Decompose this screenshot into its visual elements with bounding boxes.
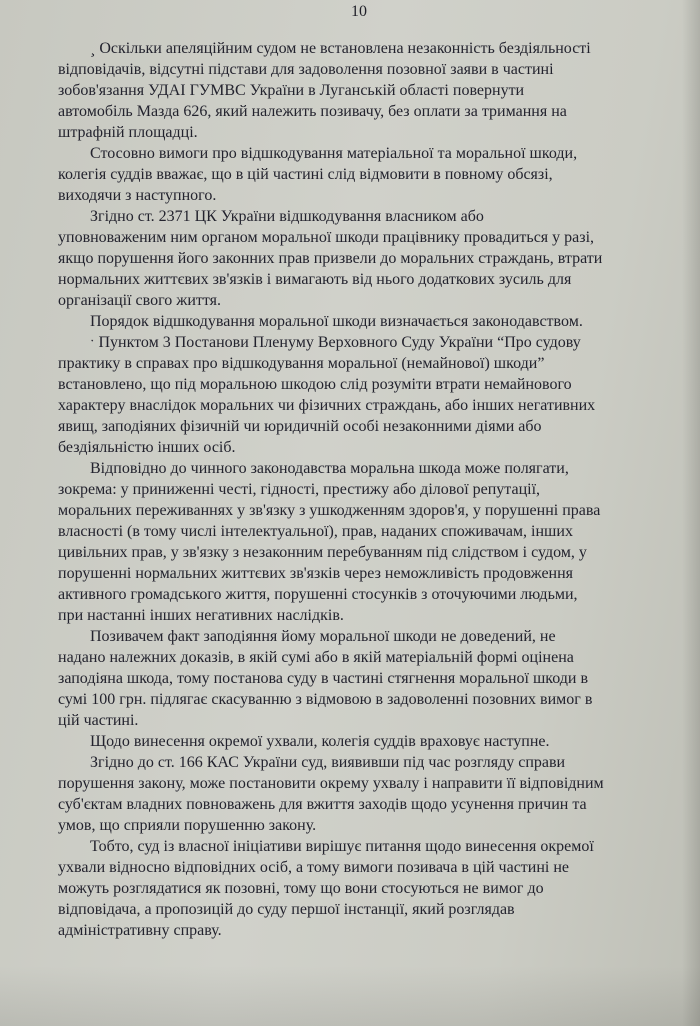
text-line: цивільних прав, у зв'язку з незаконним перебуванням під слідством і судом, у <box>58 544 587 561</box>
text-line: бездіяльністю інших осіб. <box>58 439 236 456</box>
text-line: надано належних доказів, в якій сумі або в якій матеріальній формі оцінена <box>58 649 574 666</box>
text-line: штрафній площадці. <box>58 124 198 141</box>
text-line: Щодо винесення окремої ухвали, колегія суддів враховує наступне. <box>90 733 550 750</box>
text-line: адміністративну справу. <box>58 922 222 939</box>
text-line: Порядок відшкодування моральної шкоди визначається законодавством. <box>90 313 583 330</box>
paragraph-procedure <box>58 311 700 332</box>
text-line: практику в справах про відшкодування моральної (немайнової) шкоди” <box>58 355 545 372</box>
paragraph-damages-claim <box>58 143 700 206</box>
paragraph-civil-code <box>58 206 700 311</box>
paragraph-moral-damage-forms <box>58 458 700 626</box>
text-line: Тобто, суд із власної ініціативи вирішує питання щодо винесення окремої <box>90 838 594 855</box>
text-line: Згідно до ст. 166 КАС України суд, виявивши під час розгляду справи <box>90 754 566 771</box>
text-line: Відповідно до чинного законодавства моральна шкода може полягати, <box>90 460 569 477</box>
text-line: ¸ Оскільки апеляційним судом не встановлена незаконність бездіяльності <box>90 40 591 57</box>
text-line: характеру внаслідок моральних чи фізичних страждань, або інших негативних <box>58 397 596 414</box>
text-line: порушенні нормальних життєвих зв'язків через неможливість продовження <box>58 565 574 582</box>
paragraph-separate-ruling <box>58 731 700 752</box>
paragraph-not-proven <box>58 626 700 731</box>
text-line: нормальних життєвих зв'язків і вимагають від нього додаткових зусиль для <box>58 271 572 288</box>
paragraph-kas-article <box>58 752 700 836</box>
text-line: можуть розглядатися як позовні, тому що вони стосуються не вимог до <box>58 880 544 897</box>
text-line: сумі 100 грн. підлягає скасуванню з відмовою в задоволенні позовних вимог в <box>58 691 593 708</box>
text-line: заподіяна шкода, тому постанова суду в частині стягнення моральної шкоди в <box>58 670 589 687</box>
text-line: цій частині. <box>58 712 139 729</box>
text-line: моральних переживаннях у зв'язку з ушкодженням здоров'я, у порушенні права <box>58 502 601 519</box>
text-line: виходячи з наступного. <box>58 187 217 204</box>
text-line: власності (в тому числі інтелектуальної), прав, наданих споживачам, інших <box>58 523 573 540</box>
text-line: активного громадського життя, порушенні стосунків з оточуючими людьми, <box>58 586 578 603</box>
document-body <box>58 38 700 941</box>
text-line: встановлено, що під моральною шкодою слід розуміти втрати немайнового <box>58 376 572 393</box>
text-line: зобов'язання УДАІ ГУМВС України в Луганській області повернути <box>58 82 525 99</box>
text-line: умов, що сприяли порушенню закону. <box>58 817 317 834</box>
text-line: явищ, заподіяних фізичній чи юридичній особі незаконними діями або <box>58 418 542 435</box>
text-line: при настанні інших негативних наслідків. <box>58 607 344 624</box>
page-number: 10 <box>351 3 367 20</box>
text-line: відповідача, а пропозицій до суду першої інстанції, який розглядав <box>58 901 515 918</box>
text-line: Стосовно вимоги про відшкодування матеріальної та моральної шкоди, <box>90 145 578 162</box>
text-line: колегія суддів вважає, що в цій частині слід відмовити в повному обсязі, <box>58 166 553 183</box>
page-bottom-shadow <box>0 966 700 1026</box>
text-line: автомобіль Мазда 626, який належить позивачу, без оплати за тримання на <box>58 103 567 120</box>
paragraph-court-initiative <box>58 836 700 941</box>
text-line: якщо порушення його законних прав призвели до моральних страждань, втрати <box>58 250 603 267</box>
paragraph-illegality <box>58 38 700 143</box>
text-line: суб'єктам владних повноважень для вжиття заходів щодо усунення причин та <box>58 796 587 813</box>
text-line: Позивачем факт заподіяння йому моральної шкоди не доведений, не <box>90 628 556 645</box>
text-line: організації свого життя. <box>58 292 222 309</box>
text-line: ˑ Пунктом 3 Постанови Пленуму Верховного Суду України “Про судову <box>90 334 581 351</box>
text-line: Згідно ст. 2371 ЦК України відшкодування власником або <box>90 208 484 225</box>
text-line: ухвали відносно відповідних осіб, а тому вимоги позивача в цій частині не <box>58 859 570 876</box>
text-line: порушення закону, може постановити окрему ухвалу і направити її відповідним <box>58 775 604 792</box>
text-line: уповноваженим ним органом моральної шкоди працівнику провадиться у разі, <box>58 229 595 246</box>
paragraph-plenum-resolution <box>58 332 700 458</box>
text-line: зокрема: у приниженні честі, гідності, престижу або ділової репутації, <box>58 481 541 498</box>
text-line: відповідачів, відсутні підстави для задоволення позовної заяви в частині <box>58 61 554 78</box>
